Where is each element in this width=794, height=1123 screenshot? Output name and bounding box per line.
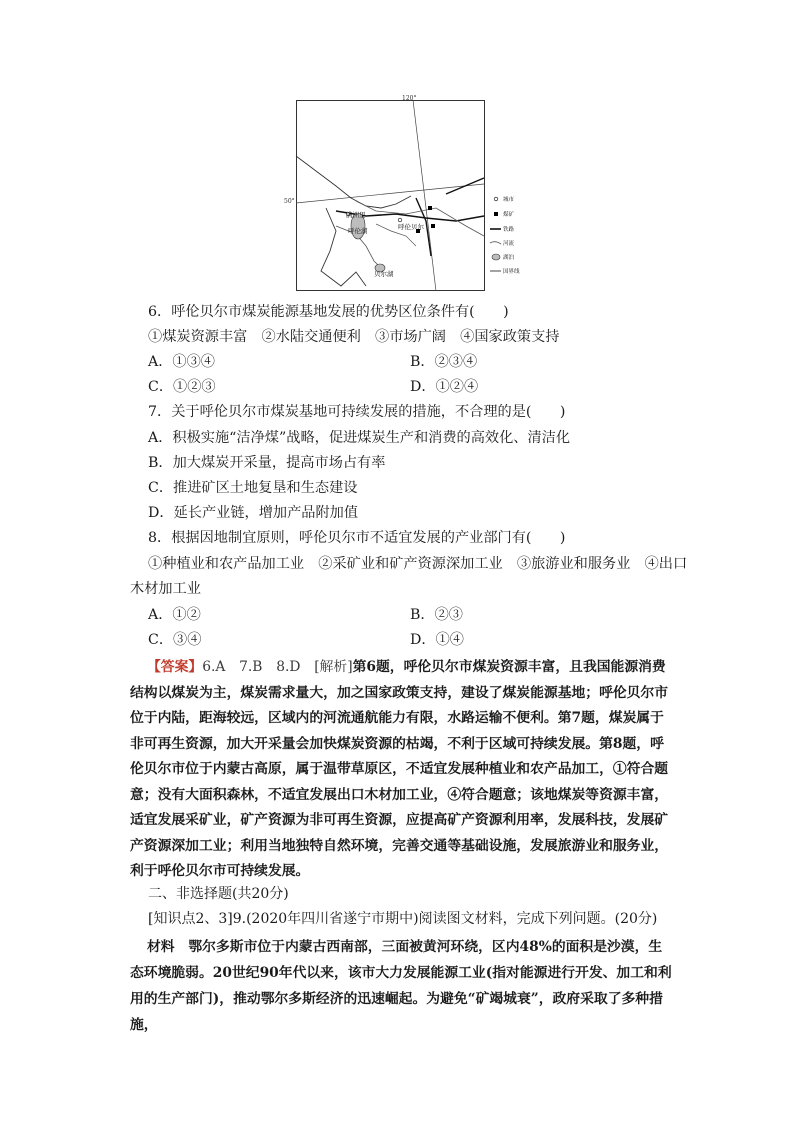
answer-tag: 【答案】 — [147, 659, 203, 675]
legend-city-symbol — [494, 197, 498, 201]
q6-choice-c: C．①②③ — [148, 379, 216, 395]
legend-city: 城市 — [503, 197, 515, 203]
q8-options-line2: 木材加工业 — [130, 581, 201, 597]
q7-choice-b: B．加大煤炭开采量，提高市场占有率 — [148, 455, 386, 471]
q6-choice-d: D．①②④ — [410, 379, 479, 395]
q9-header — [148, 909, 657, 929]
q7-choice-d: D．延长产业链，增加产品附加值 — [148, 505, 359, 521]
q9-instruction: 阅读图文材料，完成下列问题。(20分) — [418, 911, 658, 927]
place-hulunbeier: 呼伦贝尔 — [398, 223, 424, 231]
legend-river: 河流 — [503, 241, 515, 247]
q6-stem: 6．呼伦贝尔市煤炭能源基地发展的优势区位条件有( ) — [148, 304, 509, 320]
legend-border: 国界线 — [503, 269, 520, 275]
q9-source: [知识点2、3]9.(2020年四川省遂宁市期中) — [148, 911, 419, 927]
q6-choice-b: B．②③④ — [410, 354, 478, 370]
q9-material: 材料 鄂尔多斯市位于内蒙古西南部，三面被黄河环绕，区内48%的面积是沙漠，生态环境脆弱。20世纪90年代以来，该市大力发展能源工业(指对能源进行开发、加工和利用的生产部门)，推动鄂尔多斯经济的迅速崛起。为避免“矿竭城衰”，政府采取了多种措施， — [130, 939, 672, 1033]
legend-lake-symbol — [492, 254, 500, 260]
place-manzhouli: 满洲里 — [346, 211, 366, 219]
answer-jiexi-label: [解析] — [314, 659, 353, 675]
latitude-label: 50° — [284, 198, 295, 205]
q7-stem: 7．关于呼伦贝尔市煤炭基地可持续发展的措施，不合理的是( ) — [148, 404, 566, 420]
q6-options: ①煤炭资源丰富 ②水陆交通便利 ③市场广阔 ④国家政策支持 — [148, 329, 560, 345]
city-hulunbeier-marker — [398, 218, 402, 222]
place-beierhu: 贝尔湖 — [374, 270, 394, 278]
longitude-label: 120° — [402, 95, 417, 102]
answer-explanation: 第6题，呼伦贝尔市煤炭资源丰富，且我国能源消费结构以煤炭为主，煤炭需求量大，加之国家政策支持，建设了煤炭能源基地；呼伦贝尔市位于内陆，距海较远，区域内的河流通航能力有限，水路运输不便利。第7题，煤炭属于非可再生资源，加大开采量会加快煤炭资源的枯竭，不利于区域可持续发展。第8题，呼伦贝尔市位于内蒙古高原，属于温带草原区，不适宜发展种植业和农产品加工，①符合题意；没有大面积森林，不适宜发展出口木材加工业，④符合题意；该地煤炭等资源丰富，适宜发展采矿业，矿产资源为非可再生资源，应提高矿产资源利用率，发展科技，发展矿产资源深加工业；利用当地独特自然环境，完善交通等基础设施，发展旅游业和服务业，利于呼伦贝尔市可持续发展。 — [130, 659, 669, 879]
answer-block — [130, 655, 675, 885]
legend-railway: 铁路 — [503, 227, 515, 233]
hulunbeier-map — [284, 95, 522, 292]
legend-lake: 湖泊 — [503, 255, 515, 261]
coal-mine-marker — [428, 206, 432, 210]
q8-choice-c: C．③④ — [148, 632, 202, 648]
legend-mine: 煤矿 — [503, 212, 515, 218]
place-hulunhu: 呼伦湖 — [348, 227, 368, 235]
q6-choice-a: A．①③④ — [148, 354, 215, 370]
q8-options-line1: ①种植业和农产品加工业 ②采矿业和矿产资源深加工业 ③旅游业和服务业 ④出口 — [148, 556, 688, 572]
section-2-title: 二、非选择题(共20分) — [148, 886, 289, 902]
q8-choice-d: D．①④ — [410, 632, 464, 648]
answer-keys: 6.A 7.B 8.D — [202, 659, 315, 675]
map-legend — [490, 195, 520, 275]
legend-river-symbol — [490, 242, 501, 244]
q8-choice-a: A．①② — [148, 607, 201, 623]
q7-choice-a: A．积极实施“洁净煤”战略，促进煤炭生产和消费的高效化、清洁化 — [148, 430, 571, 446]
q8-stem: 8．根据因地制宜原则，呼伦贝尔市不适宜发展的产业部门有( ) — [148, 530, 566, 546]
q8-choice-b: B．②③ — [410, 607, 463, 623]
legend-mine-symbol — [494, 212, 498, 216]
coal-mine-marker — [431, 224, 435, 228]
q7-choice-c: C．推进矿区土地复垦和生态建设 — [148, 480, 358, 496]
